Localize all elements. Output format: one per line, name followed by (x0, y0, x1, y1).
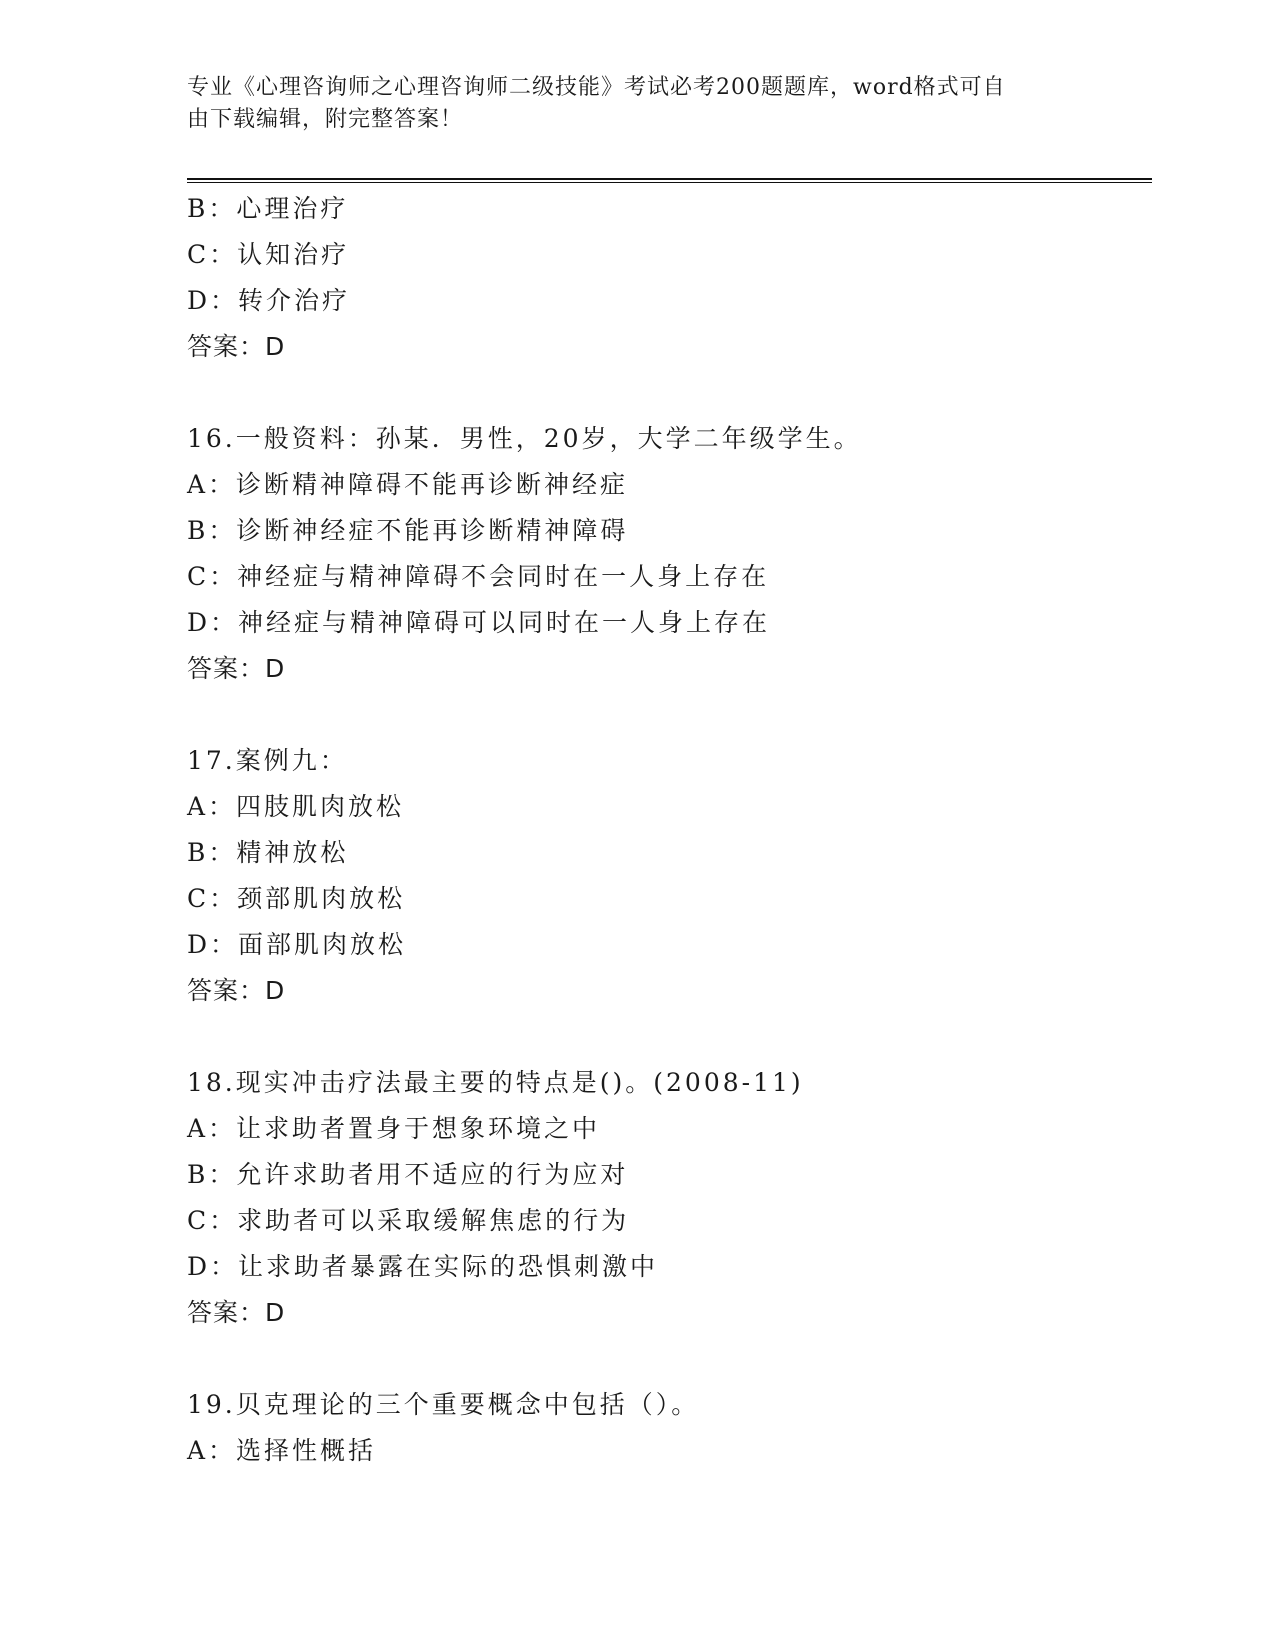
question-stem: 18.现实冲击疗法最主要的特点是()。(2008-11) (187, 1068, 804, 1097)
option-b: B：心理治疗 (187, 194, 349, 223)
question-block-15 (187, 186, 1152, 370)
question-stem: 19.贝克理论的三个重要概念中包括（）。 (187, 1390, 700, 1419)
spacer (187, 1014, 1152, 1060)
option-d: D：让求助者暴露在实际的恐惧刺激中 (187, 1252, 659, 1281)
question-stem: 16.一般资料：孙某．男性，20岁，大学二年级学生。 (187, 424, 862, 453)
option-a: A：选择性概括 (187, 1436, 377, 1465)
header-rule-thick (187, 178, 1152, 180)
answer-line: 答案：D (187, 976, 286, 1005)
document-header (187, 72, 1067, 136)
option-c: C：求助者可以采取缓解焦虑的行为 (187, 1206, 630, 1235)
option-b: B：诊断神经症不能再诊断精神障碍 (187, 516, 629, 545)
option-b: B：精神放松 (187, 838, 349, 867)
option-d: D：转介治疗 (187, 286, 351, 315)
question-list (187, 186, 1152, 1474)
option-c: C：神经症与精神障碍不会同时在一人身上存在 (187, 562, 770, 591)
option-d: D：面部肌肉放松 (187, 930, 407, 959)
option-d: D：神经症与精神障碍可以同时在一人身上存在 (187, 608, 771, 637)
spacer (187, 692, 1152, 738)
header-line-1: 专业《心理咨询师之心理咨询师二级技能》考试必考200题题库，word格式可自 (187, 75, 1006, 100)
answer-line: 答案：D (187, 654, 286, 683)
question-block-18 (187, 1060, 1152, 1336)
question-block-19 (187, 1382, 1152, 1474)
question-block-16 (187, 416, 1152, 692)
header-rule-thin (187, 182, 1152, 183)
answer-line: 答案：D (187, 332, 286, 361)
header-line-2: 由下载编辑，附完整答案！ (187, 107, 464, 132)
option-c: C：认知治疗 (187, 240, 350, 269)
option-b: B：允许求助者用不适应的行为应对 (187, 1160, 629, 1189)
option-a: A：让求助者置身于想象环境之中 (187, 1114, 601, 1143)
answer-line: 答案：D (187, 1298, 286, 1327)
question-stem: 17.案例九： (187, 746, 348, 775)
option-a: A：四肢肌肉放松 (187, 792, 405, 821)
question-block-17 (187, 738, 1152, 1014)
spacer (187, 370, 1152, 416)
option-a: A：诊断精神障碍不能再诊断神经症 (187, 470, 629, 499)
spacer (187, 1336, 1152, 1382)
option-c: C：颈部肌肉放松 (187, 884, 406, 913)
